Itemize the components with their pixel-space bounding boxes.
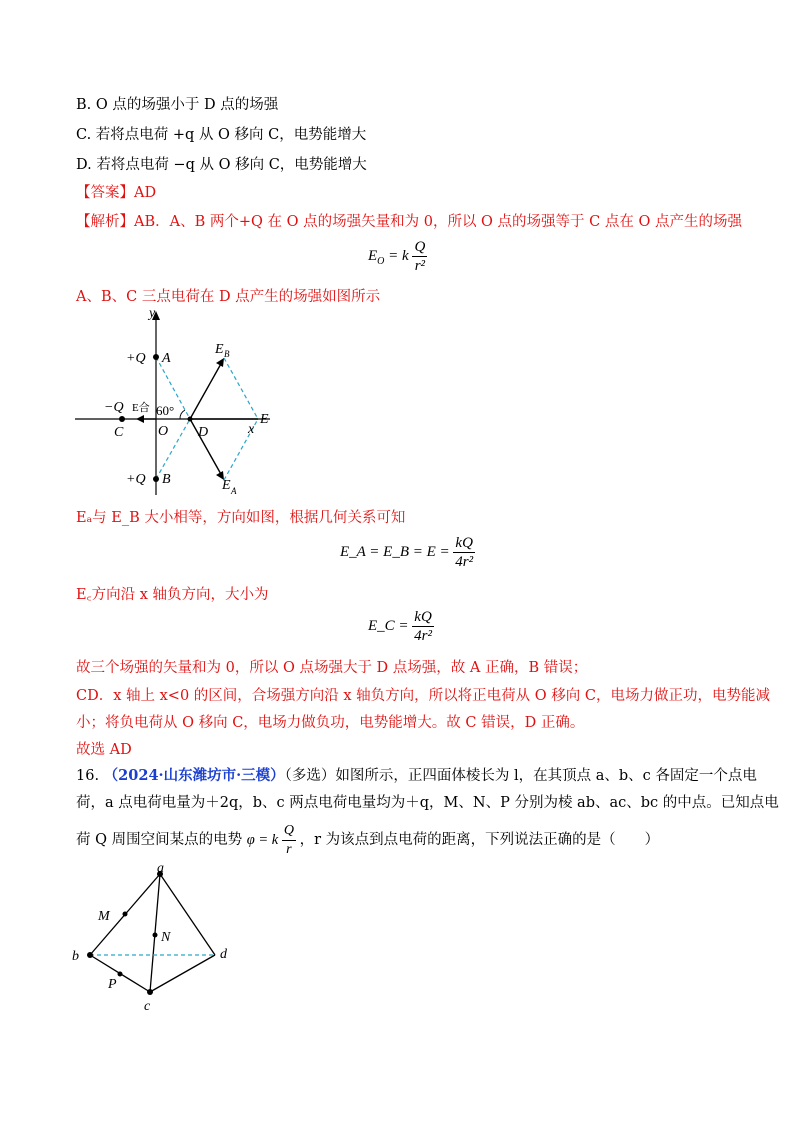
analysis-line-7: 小；将负电荷从 O 移向 C，电场力做负功，电势能增大。故 C 错误，D 正确。 xyxy=(76,715,585,731)
analysis-line-6: CD．x 轴上 x<0 的区间，合场强方向沿 x 轴负方向，所以将正电荷从 O 移向 C，电场力做正功，电势能减 xyxy=(76,688,770,704)
point-a-label: A xyxy=(162,351,171,366)
analysis-line-3: Eₐ与 E_B 大小相等，方向如图，根据几何关系可知 xyxy=(76,510,406,526)
vertex-c-label: c xyxy=(144,999,151,1014)
ea-sub: A xyxy=(231,486,237,496)
vertex-d-label: d xyxy=(220,947,227,962)
point-o-label: O xyxy=(158,424,169,439)
potential-formula: φ = k $\frac{Q}{r}$ xyxy=(246,823,294,857)
question-text-1: （多选）如图所示，正四面体棱长为 l，在其顶点 a、b、c 各固定一个点电 xyxy=(284,768,757,784)
y-axis-label: y xyxy=(149,306,156,321)
ehe-label: E合 xyxy=(132,402,150,414)
point-m-label: M xyxy=(98,909,110,924)
analysis-line-2: A、B、C 三点电荷在 D 点产生的场强如图所示 xyxy=(76,289,381,305)
charge-c-value: −Q xyxy=(104,400,124,415)
point-e-label: E xyxy=(260,412,269,427)
point-d-label: D xyxy=(198,425,209,440)
option-b: B. O 点的场强小于 D 点的场强 xyxy=(76,97,279,113)
x-axis-label: x xyxy=(248,422,255,437)
vertex-b-label: b xyxy=(72,949,79,964)
point-p-label: P xyxy=(108,977,117,992)
ea-label: E xyxy=(222,478,231,493)
point-b-label: B xyxy=(162,472,171,487)
eb-sub: B xyxy=(224,349,230,359)
point-c-label: C xyxy=(114,425,124,440)
question-number: 16. xyxy=(76,768,100,784)
option-d: D. 若将点电荷 −q 从 O 移向 C，电势能增大 xyxy=(76,157,367,173)
option-c: C. 若将点电荷 +q 从 O 移向 C，电势能增大 xyxy=(76,127,367,143)
formula-ea-eb: E_A = E_B = E = $\frac{kQ}{\text{4r²}}$ xyxy=(340,535,474,570)
charge-b-value: +Q xyxy=(126,472,146,487)
vertex-a-label: a xyxy=(157,862,164,876)
eb-label: E xyxy=(215,342,224,357)
answer-label: 【答案】AD xyxy=(76,185,157,201)
formula-eo: $E_O = k$ $\frac{Q}{\text{r²}}$ xyxy=(368,239,426,274)
field-diagram xyxy=(70,305,290,500)
question-16-line-3: 荷 Q 周围空间某点的电势 φ = k $\frac{Q}{r}$ ，r 为该点到点电荷的距离，下列说法正确的是（ ） xyxy=(76,823,660,857)
question-16-line-1 xyxy=(76,766,757,786)
analysis-line-1: 【解析】AB．A、B 两个+Q 在 O 点的场强矢量和为 0，所以 O 点的场强等于 C 点在 O 点产生的场强 xyxy=(76,214,742,230)
question-source: （2024·山东潍坊市·三模） xyxy=(103,767,285,784)
analysis-line-5: 故三个场强的矢量和为 0，所以 O 点场强大于 D 点场强，故 A 正确，B 错误； xyxy=(76,660,588,676)
angle-label: 60° xyxy=(156,403,175,418)
charge-a-value: +Q xyxy=(126,351,146,366)
formula-ec: E_C = $\frac{kQ}{\text{4r²}}$ xyxy=(368,609,432,644)
tetrahedron-diagram xyxy=(70,862,240,1022)
analysis-line-4: E꜀方向沿 x 轴负方向，大小为 xyxy=(76,587,269,603)
point-n-label: N xyxy=(161,930,171,945)
question-16-line-2: 荷，a 点电荷电量为＋2q，b、c 两点电荷电量均为＋q，M、N、P 分别为棱 ab、ac、bc 的中点。已知点电 xyxy=(76,795,779,811)
analysis-line-8: 故选 AD xyxy=(76,742,132,758)
